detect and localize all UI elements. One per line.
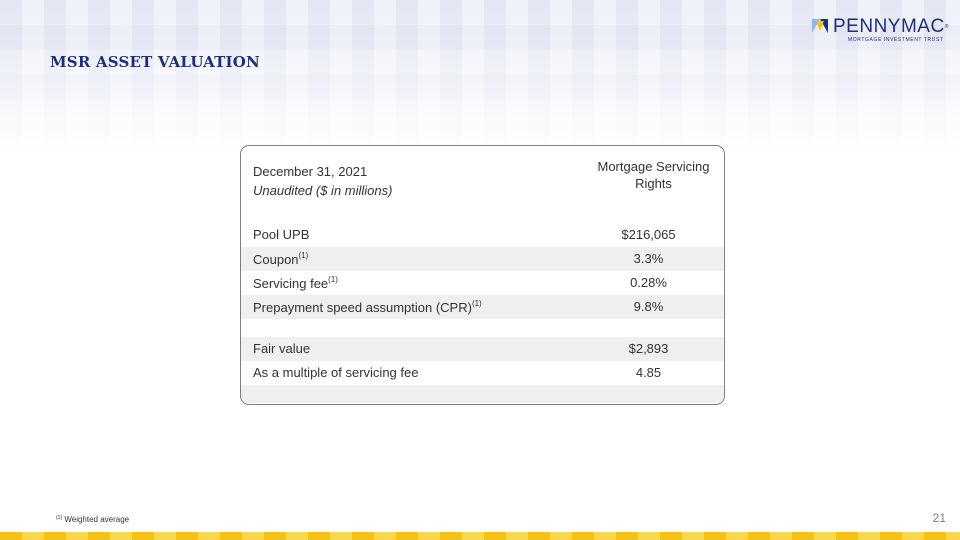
footnote-ref: (1)	[471, 299, 482, 308]
row-value: 3.3%	[633, 251, 664, 266]
footnote-marker: (1)	[56, 515, 63, 521]
footnote-ref: (1)	[298, 251, 309, 260]
footer-band	[0, 532, 960, 540]
footnote-ref: (1)	[328, 275, 338, 284]
table-row	[241, 295, 724, 319]
msr-valuation-table	[240, 145, 725, 405]
table-spacer-row	[241, 319, 724, 337]
logo-word-text: PENNYMAC	[833, 16, 945, 37]
column-header-line2: Rights	[635, 176, 672, 191]
footnote-text: Weighted average	[62, 515, 130, 524]
logo-subtitle: MORTGAGE INVESTMENT TRUST	[848, 37, 944, 43]
header-date: December 31, 2021	[253, 164, 368, 179]
row-value: $2,893	[628, 341, 669, 356]
logo-wordmark	[833, 17, 949, 37]
footnote	[56, 515, 129, 524]
row-value: 9.8%	[633, 299, 664, 314]
table-row	[241, 223, 724, 247]
logo-trademark: ®	[944, 24, 949, 30]
table-row	[241, 247, 724, 271]
row-label: As a multiple of servicing fee	[253, 365, 419, 380]
header-unaudited-note: Unaudited ($ in millions)	[253, 183, 393, 198]
pennymac-logo	[812, 17, 952, 45]
row-value: 4.85	[635, 365, 662, 380]
table-row	[241, 361, 724, 385]
row-value: 0.28%	[630, 275, 667, 290]
column-header-line1: Mortgage Servicing	[597, 159, 710, 174]
table-footer-band	[241, 385, 724, 403]
row-value: $216,065	[621, 227, 676, 242]
pennymac-logo-mark-icon	[812, 19, 828, 33]
row-label: Pool UPB	[253, 227, 310, 242]
row-label: Coupon$^{(1)}$	[253, 251, 309, 267]
table-row	[241, 271, 724, 295]
table-row	[241, 337, 724, 361]
column-header-msr	[586, 158, 721, 192]
row-label: Fair value	[253, 341, 311, 356]
table-header-date	[253, 162, 392, 200]
page-title: MSR ASSET VALUATION	[50, 53, 260, 71]
row-label: Prepayment speed assumption (CPR)$^{(1)}$	[253, 299, 482, 315]
row-label: Servicing fee$^{(1)}$	[253, 275, 338, 291]
page-number: 21	[932, 511, 946, 525]
